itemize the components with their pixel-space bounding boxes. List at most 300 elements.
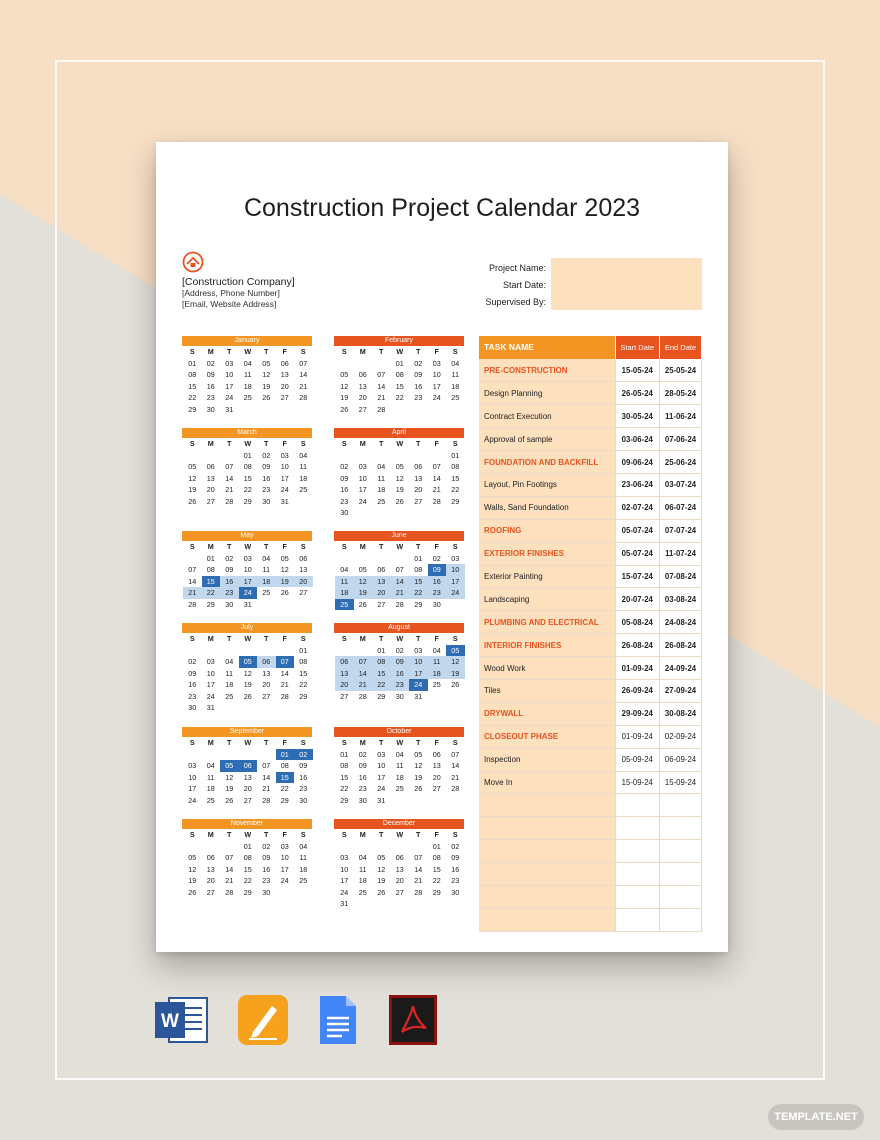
calendar-day[interactable]: 16 [358,772,367,782]
calendar-day[interactable]: 19 [395,485,404,494]
calendar-day[interactable]: 12 [188,864,197,874]
calendar-day[interactable]: 29 [280,795,289,805]
calendar-day[interactable]: 17 [225,381,234,391]
calendar-day[interactable]: 25 [358,887,367,897]
calendar-day[interactable]: 23 [262,876,271,885]
calendar-day[interactable]: 02 [451,841,460,851]
calendar-day[interactable]: 23 [358,784,367,793]
calendar-day[interactable]: 06 [206,853,215,862]
calendar-day[interactable]: 13 [358,381,367,391]
calendar-day[interactable]: 19 [276,576,295,588]
calendar-day[interactable]: 06 [239,760,258,772]
calendar-day[interactable]: 09 [428,564,447,576]
calendar-day[interactable]: 31 [280,496,289,506]
calendar-day[interactable]: 13 [414,473,423,483]
calendar-day[interactable]: 03 [225,358,234,368]
calendar-day[interactable]: 08 [432,853,441,862]
calendar-day[interactable]: 29 [188,404,197,414]
calendar-day[interactable]: 26 [243,691,252,701]
calendar-day[interactable]: 13 [395,864,404,874]
calendar-day[interactable]: 09 [299,761,308,770]
calendar-day[interactable]: 12 [340,381,349,391]
calendar-day[interactable]: 16 [262,473,271,483]
calendar-day[interactable]: 06 [358,370,367,379]
calendar-day[interactable]: 16 [340,485,349,494]
calendar-day[interactable]: 03 [340,853,349,862]
calendar-day[interactable]: 15 [451,473,460,483]
calendar-day[interactable]: 26 [262,393,271,402]
calendar-day[interactable]: 30 [432,599,441,609]
calendar-day[interactable]: 25 [243,393,252,402]
calendar-day[interactable]: 08 [206,565,215,574]
calendar-day[interactable]: 18 [428,668,447,680]
calendar-day[interactable]: 19 [225,784,234,793]
calendar-day[interactable]: 24 [280,485,289,494]
calendar-day[interactable]: 15 [432,864,441,874]
calendar-day[interactable]: 04 [262,553,271,563]
calendar-day[interactable]: 06 [257,656,276,668]
calendar-day[interactable]: 04 [451,358,460,368]
calendar-day[interactable]: 17 [280,864,289,874]
calendar-day[interactable]: 26 [280,588,289,597]
calendar-day[interactable]: 21 [451,772,460,782]
calendar-day[interactable]: 17 [409,668,428,680]
calendar-day[interactable]: 25 [206,795,215,805]
calendar-day[interactable]: 12 [280,565,289,574]
calendar-day[interactable]: 24 [377,784,386,793]
calendar-day[interactable]: 30 [225,599,234,609]
calendar-day[interactable]: 20 [335,679,354,691]
calendar-day[interactable]: 18 [243,381,252,391]
calendar-day[interactable]: 13 [206,864,215,874]
calendar-day[interactable]: 19 [262,381,271,391]
calendar-day[interactable]: 14 [377,381,386,391]
calendar-day[interactable]: 24 [239,587,258,599]
calendar-day[interactable]: 03 [414,645,423,655]
calendar-day[interactable]: 14 [432,473,441,483]
calendar-day[interactable]: 20 [262,680,271,689]
calendar-day[interactable]: 07 [377,370,386,379]
calendar-day[interactable]: 21 [432,485,441,494]
calendar-day[interactable]: 28 [414,887,423,897]
calendar-day[interactable]: 05 [239,656,258,668]
calendar-day[interactable]: 28 [451,784,460,793]
calendar-day[interactable]: 17 [432,381,441,391]
calendar-day[interactable]: 23 [451,876,460,885]
calendar-day[interactable]: 11 [396,761,404,770]
calendar-day[interactable]: 08 [280,761,289,770]
pages-icon[interactable] [237,994,289,1046]
calendar-day[interactable]: 27 [206,496,215,506]
calendar-day[interactable]: 15 [340,772,349,782]
calendar-day[interactable]: 08 [372,656,391,668]
calendar-day[interactable]: 07 [354,656,373,668]
calendar-day[interactable]: 29 [340,795,349,805]
calendar-day[interactable]: 09 [188,668,197,678]
calendar-day[interactable]: 17 [280,473,289,483]
calendar-day[interactable]: 23 [262,485,271,494]
calendar-day[interactable]: 16 [299,772,308,782]
calendar-day[interactable]: 13 [372,576,391,588]
calendar-day[interactable]: 02 [188,657,197,666]
calendar-day[interactable]: 30 [262,496,271,506]
calendar-day[interactable]: 05 [188,853,197,862]
calendar-day[interactable]: 30 [395,691,404,701]
calendar-day[interactable]: 07 [225,462,234,471]
calendar-day[interactable]: 19 [377,876,386,885]
calendar-day[interactable]: 04 [206,761,215,770]
calendar-day[interactable]: 12 [446,656,465,668]
calendar-day[interactable]: 12 [377,864,386,874]
calendar-day[interactable]: 28 [225,887,234,897]
calendar-day[interactable]: 22 [372,679,391,691]
calendar-day[interactable]: 06 [335,656,354,668]
calendar-day[interactable]: 19 [354,587,373,599]
calendar-day[interactable]: 12 [225,772,234,782]
calendar-day[interactable]: 21 [299,381,308,391]
calendar-day[interactable]: 20 [280,381,289,391]
calendar-day[interactable]: 30 [299,795,308,805]
calendar-day[interactable]: 01 [188,358,197,368]
calendar-day[interactable]: 05 [446,645,465,657]
calendar-day[interactable]: 17 [206,680,215,689]
calendar-day[interactable]: 16 [414,381,423,391]
word-icon[interactable] [155,994,209,1046]
calendar-day[interactable]: 05 [220,760,239,772]
calendar-day[interactable]: 14 [299,370,308,379]
calendar-day[interactable]: 06 [299,553,308,563]
calendar-day[interactable]: 23 [428,587,447,599]
calendar-day[interactable]: 26 [188,887,197,897]
calendar-day[interactable]: 17 [239,576,258,588]
calendar-day[interactable]: 09 [262,462,271,471]
calendar-day[interactable]: 01 [299,645,308,655]
calendar-day[interactable]: 21 [262,784,271,793]
calendar-day[interactable]: 06 [414,462,423,471]
calendar-day[interactable]: 14 [391,576,410,588]
calendar-day[interactable]: 20 [432,772,441,782]
calendar-day[interactable]: 16 [206,381,215,391]
calendar-day[interactable]: 10 [446,564,465,576]
calendar-day[interactable]: 07 [451,749,460,759]
calendar-day[interactable]: 01 [432,841,441,851]
google-docs-icon[interactable] [318,994,358,1046]
calendar-day[interactable]: 22 [340,784,349,793]
calendar-day[interactable]: 22 [188,393,197,402]
calendar-day[interactable]: 17 [188,784,197,793]
calendar-day[interactable]: 09 [206,370,215,379]
calendar-day[interactable]: 13 [280,370,289,379]
calendar-day[interactable]: 10 [409,656,428,668]
calendar-day[interactable]: 25 [395,784,404,793]
calendar-day[interactable]: 03 [377,749,386,759]
calendar-day[interactable]: 08 [243,853,252,862]
calendar-day[interactable]: 15 [188,381,197,391]
calendar-day[interactable]: 21 [391,587,410,599]
calendar-day[interactable]: 13 [299,565,308,574]
calendar-day[interactable]: 20 [372,587,391,599]
calendar-day[interactable]: 10 [243,565,252,574]
calendar-day[interactable]: 27 [206,887,215,897]
calendar-day[interactable]: 13 [335,668,354,680]
calendar-day[interactable]: 29 [243,496,252,506]
calendar-day[interactable]: 04 [377,462,386,471]
calendar-day[interactable]: 06 [432,749,441,759]
calendar-day[interactable]: 02 [395,645,404,655]
calendar-day[interactable]: 02 [225,553,234,563]
calendar-day[interactable]: 19 [243,680,252,689]
calendar-day[interactable]: 28 [377,404,386,414]
calendar-day[interactable]: 21 [414,876,423,885]
calendar-day[interactable]: 09 [340,473,349,483]
calendar-day[interactable]: 21 [354,679,373,691]
calendar-day[interactable]: 07 [188,565,197,574]
calendar-day[interactable]: 22 [202,587,221,599]
calendar-day[interactable]: 15 [243,864,252,874]
calendar-day[interactable]: 25 [377,496,386,506]
calendar-day[interactable]: 11 [428,656,447,668]
calendar-day[interactable]: 19 [446,668,465,680]
calendar-day[interactable]: 02 [432,553,441,563]
calendar-day[interactable]: 15 [409,576,428,588]
calendar-day[interactable]: 10 [358,473,367,483]
calendar-day[interactable]: 26 [358,599,367,609]
calendar-day[interactable]: 14 [188,576,197,586]
calendar-day[interactable]: 04 [358,853,367,862]
calendar-day[interactable]: 14 [225,473,234,483]
calendar-day[interactable]: 22 [409,587,428,599]
calendar-day[interactable]: 31 [414,691,423,701]
calendar-day[interactable]: 11 [262,565,270,574]
calendar-day[interactable]: 23 [299,784,308,793]
calendar-day[interactable]: 08 [414,565,423,574]
calendar-day[interactable]: 28 [395,599,404,609]
calendar-day[interactable]: 28 [432,496,441,506]
calendar-day[interactable]: 15 [372,668,391,680]
calendar-day[interactable]: 18 [225,680,234,689]
calendar-day[interactable]: 10 [225,370,234,379]
calendar-day[interactable]: 07 [395,565,404,574]
calendar-day[interactable]: 12 [414,761,423,770]
calendar-day[interactable]: 04 [299,450,308,460]
calendar-day[interactable]: 09 [358,761,367,770]
calendar-day[interactable]: 05 [280,553,289,563]
calendar-day[interactable]: 08 [188,370,197,379]
calendar-day[interactable]: 12 [354,576,373,588]
calendar-day[interactable]: 20 [395,876,404,885]
calendar-day[interactable]: 01 [395,358,404,368]
calendar-day[interactable]: 21 [225,876,234,885]
calendar-day[interactable]: 02 [262,450,271,460]
calendar-day[interactable]: 31 [243,599,252,609]
calendar-day[interactable]: 11 [299,853,307,862]
calendar-day[interactable]: 20 [243,784,252,793]
calendar-day[interactable]: 27 [299,588,308,597]
calendar-day[interactable]: 01 [243,450,252,460]
calendar-day[interactable]: 24 [358,496,367,506]
calendar-day[interactable]: 14 [280,668,289,678]
calendar-day[interactable]: 14 [354,668,373,680]
calendar-day[interactable]: 18 [299,473,308,483]
calendar-day[interactable]: 29 [414,599,423,609]
calendar-day[interactable]: 10 [188,772,197,782]
calendar-day[interactable]: 17 [446,576,465,588]
calendar-day[interactable]: 25 [299,485,308,494]
project-info-fields[interactable] [551,258,702,310]
template-net-badge[interactable]: TEMPLATE.NET [768,1104,864,1130]
calendar-day[interactable]: 01 [243,841,252,851]
calendar-day[interactable]: 09 [391,656,410,668]
calendar-day[interactable]: 27 [395,887,404,897]
calendar-day[interactable]: 02 [358,749,367,759]
calendar-day[interactable]: 10 [280,462,289,471]
calendar-day[interactable]: 21 [377,393,386,402]
calendar-day[interactable]: 22 [395,393,404,402]
calendar-day[interactable]: 08 [243,462,252,471]
calendar-day[interactable]: 04 [432,645,441,655]
calendar-day[interactable]: 02 [294,749,313,761]
calendar-day[interactable]: 26 [414,784,423,793]
calendar-day[interactable]: 09 [262,853,271,862]
calendar-day[interactable]: 01 [206,553,215,563]
calendar-day[interactable]: 10 [432,370,441,379]
calendar-day[interactable]: 09 [225,565,234,574]
calendar-day[interactable]: 29 [243,887,252,897]
calendar-day[interactable]: 27 [280,393,289,402]
calendar-day[interactable]: 27 [340,691,349,701]
calendar-day[interactable]: 28 [299,393,308,402]
calendar-day[interactable]: 05 [188,462,197,471]
calendar-day[interactable]: 18 [358,876,367,885]
calendar-day[interactable]: 23 [340,496,349,506]
calendar-day[interactable]: 30 [451,887,460,897]
calendar-day[interactable]: 13 [206,473,215,483]
calendar-day[interactable]: 04 [299,841,308,851]
calendar-day[interactable]: 29 [299,691,308,701]
calendar-day[interactable]: 23 [188,691,197,701]
calendar-day[interactable]: 05 [377,853,386,862]
calendar-day[interactable]: 22 [299,680,308,689]
calendar-day[interactable]: 16 [188,680,197,689]
calendar-day[interactable]: 11 [244,370,252,379]
calendar-day[interactable]: 07 [276,656,295,668]
calendar-day[interactable]: 26 [340,404,349,414]
calendar-day[interactable]: 10 [377,761,386,770]
calendar-day[interactable]: 28 [280,691,289,701]
calendar-day[interactable]: 28 [358,691,367,701]
calendar-day[interactable]: 12 [188,473,197,483]
calendar-day[interactable]: 04 [243,358,252,368]
calendar-day[interactable]: 28 [225,496,234,506]
calendar-day[interactable]: 01 [414,553,423,563]
calendar-day[interactable]: 01 [340,749,349,759]
calendar-day[interactable]: 05 [358,565,367,574]
calendar-day[interactable]: 03 [188,761,197,770]
calendar-day[interactable]: 27 [377,599,386,609]
calendar-day[interactable]: 06 [377,565,386,574]
calendar-day[interactable]: 20 [414,485,423,494]
calendar-day[interactable]: 11 [335,576,354,588]
calendar-day[interactable]: 19 [188,485,197,494]
calendar-day[interactable]: 03 [280,450,289,460]
calendar-day[interactable]: 02 [340,462,349,471]
calendar-day[interactable]: 08 [395,370,404,379]
calendar-day[interactable]: 06 [206,462,215,471]
calendar-day[interactable]: 19 [414,772,423,782]
calendar-day[interactable]: 07 [225,853,234,862]
calendar-day[interactable]: 13 [243,772,252,782]
calendar-day[interactable]: 24 [188,795,197,805]
calendar-day[interactable]: 25 [225,691,234,701]
calendar-day[interactable]: 24 [225,393,234,402]
calendar-day[interactable]: 29 [432,887,441,897]
calendar-day[interactable]: 26 [395,496,404,506]
calendar-day[interactable]: 22 [451,485,460,494]
calendar-day[interactable]: 18 [257,576,276,588]
calendar-day[interactable]: 05 [414,749,423,759]
calendar-day[interactable]: 01 [377,645,386,655]
calendar-day[interactable]: 02 [206,358,215,368]
calendar-day[interactable]: 12 [243,668,252,678]
calendar-day[interactable]: 09 [414,370,423,379]
calendar-day[interactable]: 15 [243,473,252,483]
calendar-day[interactable]: 20 [206,485,215,494]
calendar-day[interactable]: 16 [220,576,239,588]
calendar-day[interactable]: 10 [280,853,289,862]
calendar-day[interactable]: 18 [299,864,308,874]
calendar-day[interactable]: 30 [188,703,197,712]
calendar-day[interactable]: 11 [207,772,215,782]
calendar-day[interactable]: 07 [414,853,423,862]
calendar-day[interactable]: 27 [262,691,271,701]
calendar-day[interactable]: 17 [358,485,367,494]
calendar-day[interactable]: 17 [377,772,386,782]
calendar-day[interactable]: 15 [299,668,308,678]
calendar-day[interactable]: 15 [395,381,404,391]
calendar-day[interactable]: 03 [243,553,252,563]
calendar-day[interactable]: 31 [206,703,215,712]
calendar-day[interactable]: 27 [243,795,252,805]
calendar-day[interactable]: 04 [340,565,349,574]
calendar-day[interactable]: 18 [377,485,386,494]
calendar-day[interactable]: 16 [451,864,460,874]
calendar-day[interactable]: 13 [432,761,441,770]
calendar-day[interactable]: 10 [206,668,215,678]
calendar-day[interactable]: 05 [340,370,349,379]
calendar-day[interactable]: 11 [359,864,367,874]
calendar-day[interactable]: 15 [202,576,221,588]
calendar-day[interactable]: 14 [414,864,423,874]
calendar-day[interactable]: 27 [358,404,367,414]
calendar-day[interactable]: 31 [377,795,386,805]
calendar-day[interactable]: 11 [451,370,459,379]
calendar-day[interactable]: 18 [335,587,354,599]
calendar-day[interactable]: 07 [262,761,271,770]
calendar-day[interactable]: 27 [414,496,423,506]
calendar-day[interactable]: 16 [391,668,410,680]
calendar-day[interactable]: 02 [262,841,271,851]
calendar-day[interactable]: 31 [340,899,349,908]
calendar-day[interactable]: 03 [358,462,367,471]
calendar-day[interactable]: 18 [395,772,404,782]
calendar-day[interactable]: 24 [432,393,441,402]
calendar-day[interactable]: 17 [340,876,349,885]
calendar-day[interactable]: 03 [451,553,460,563]
calendar-day[interactable]: 03 [280,841,289,851]
calendar-day[interactable]: 13 [262,668,271,678]
calendar-day[interactable]: 22 [243,876,252,885]
calendar-day[interactable]: 21 [183,587,202,599]
